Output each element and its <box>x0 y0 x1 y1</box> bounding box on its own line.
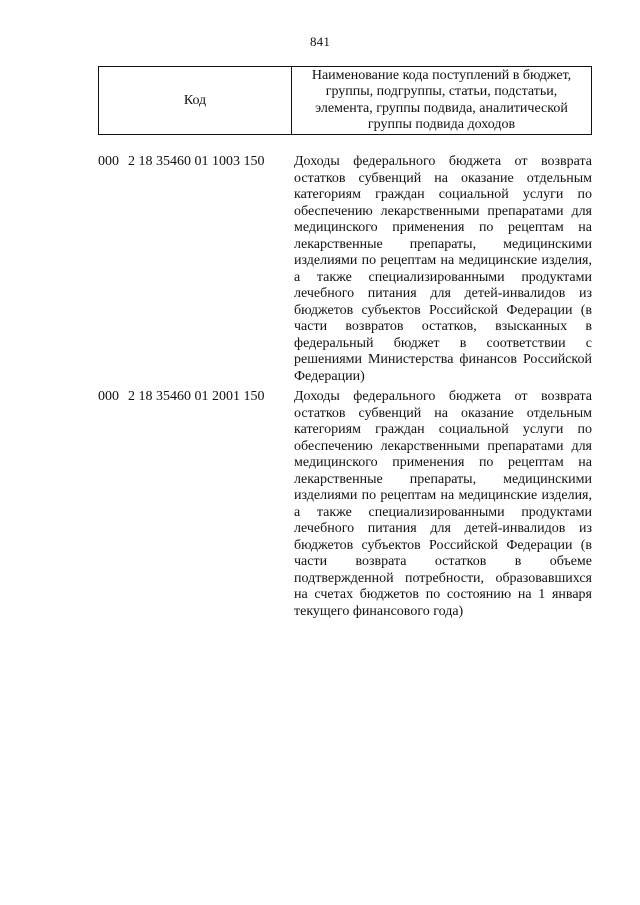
row-admin-code: 000 <box>98 154 119 169</box>
row-description: Доходы федерального бюджета от возврата остатков субвенций на оказание отдельным категориям граждан социальной услуги по обеспечению лекарственными препаратами для медицинского применения по рецептам на лекарственные препараты, медицинскими изделиями по рецептам на медицинские изделия, а также специализированными продуктами лечебного питания для детей-инвалидов из бюджетов субъектов Российской Федерации (в части возвратов остатков, взысканных в федеральный бюджет в соответствии с решениями Министерства финансов Российской Федерации) <box>294 154 592 384</box>
row-budget-code: 2 18 35460 01 2001 150 <box>128 389 265 404</box>
page-number: 841 <box>309 34 331 49</box>
table-row <box>98 389 592 620</box>
table-header <box>98 66 592 135</box>
row-budget-code: 2 18 35460 01 1003 150 <box>128 154 265 169</box>
row-admin-code: 000 <box>98 389 119 404</box>
row-description: Доходы федерального бюджета от возврата остатков субвенций на оказание отдельным категориям граждан социальной услуги по обеспечению лекарственными препаратами для медицинского применения по рецептам на лекарственные препараты, медицинскими изделиями по рецептам на медицинские изделия, а также специализированными продуктами лечебного питания для детей-инвалидов из бюджетов субъектов Российской Федерации (в части возврата остатков в объеме подтвержденной потребности, образовавшихся на счетах бюджетов по состоянию на 1 января текущего финансового года) <box>294 389 592 619</box>
table-row <box>98 154 592 385</box>
header-code-cell: Код <box>99 67 292 134</box>
header-name-cell: Наименование кода поступлений в бюджет, группы, подгруппы, статьи, подстатьи, элемента, группы подвида, аналитической группы подвида доходов <box>311 67 572 132</box>
